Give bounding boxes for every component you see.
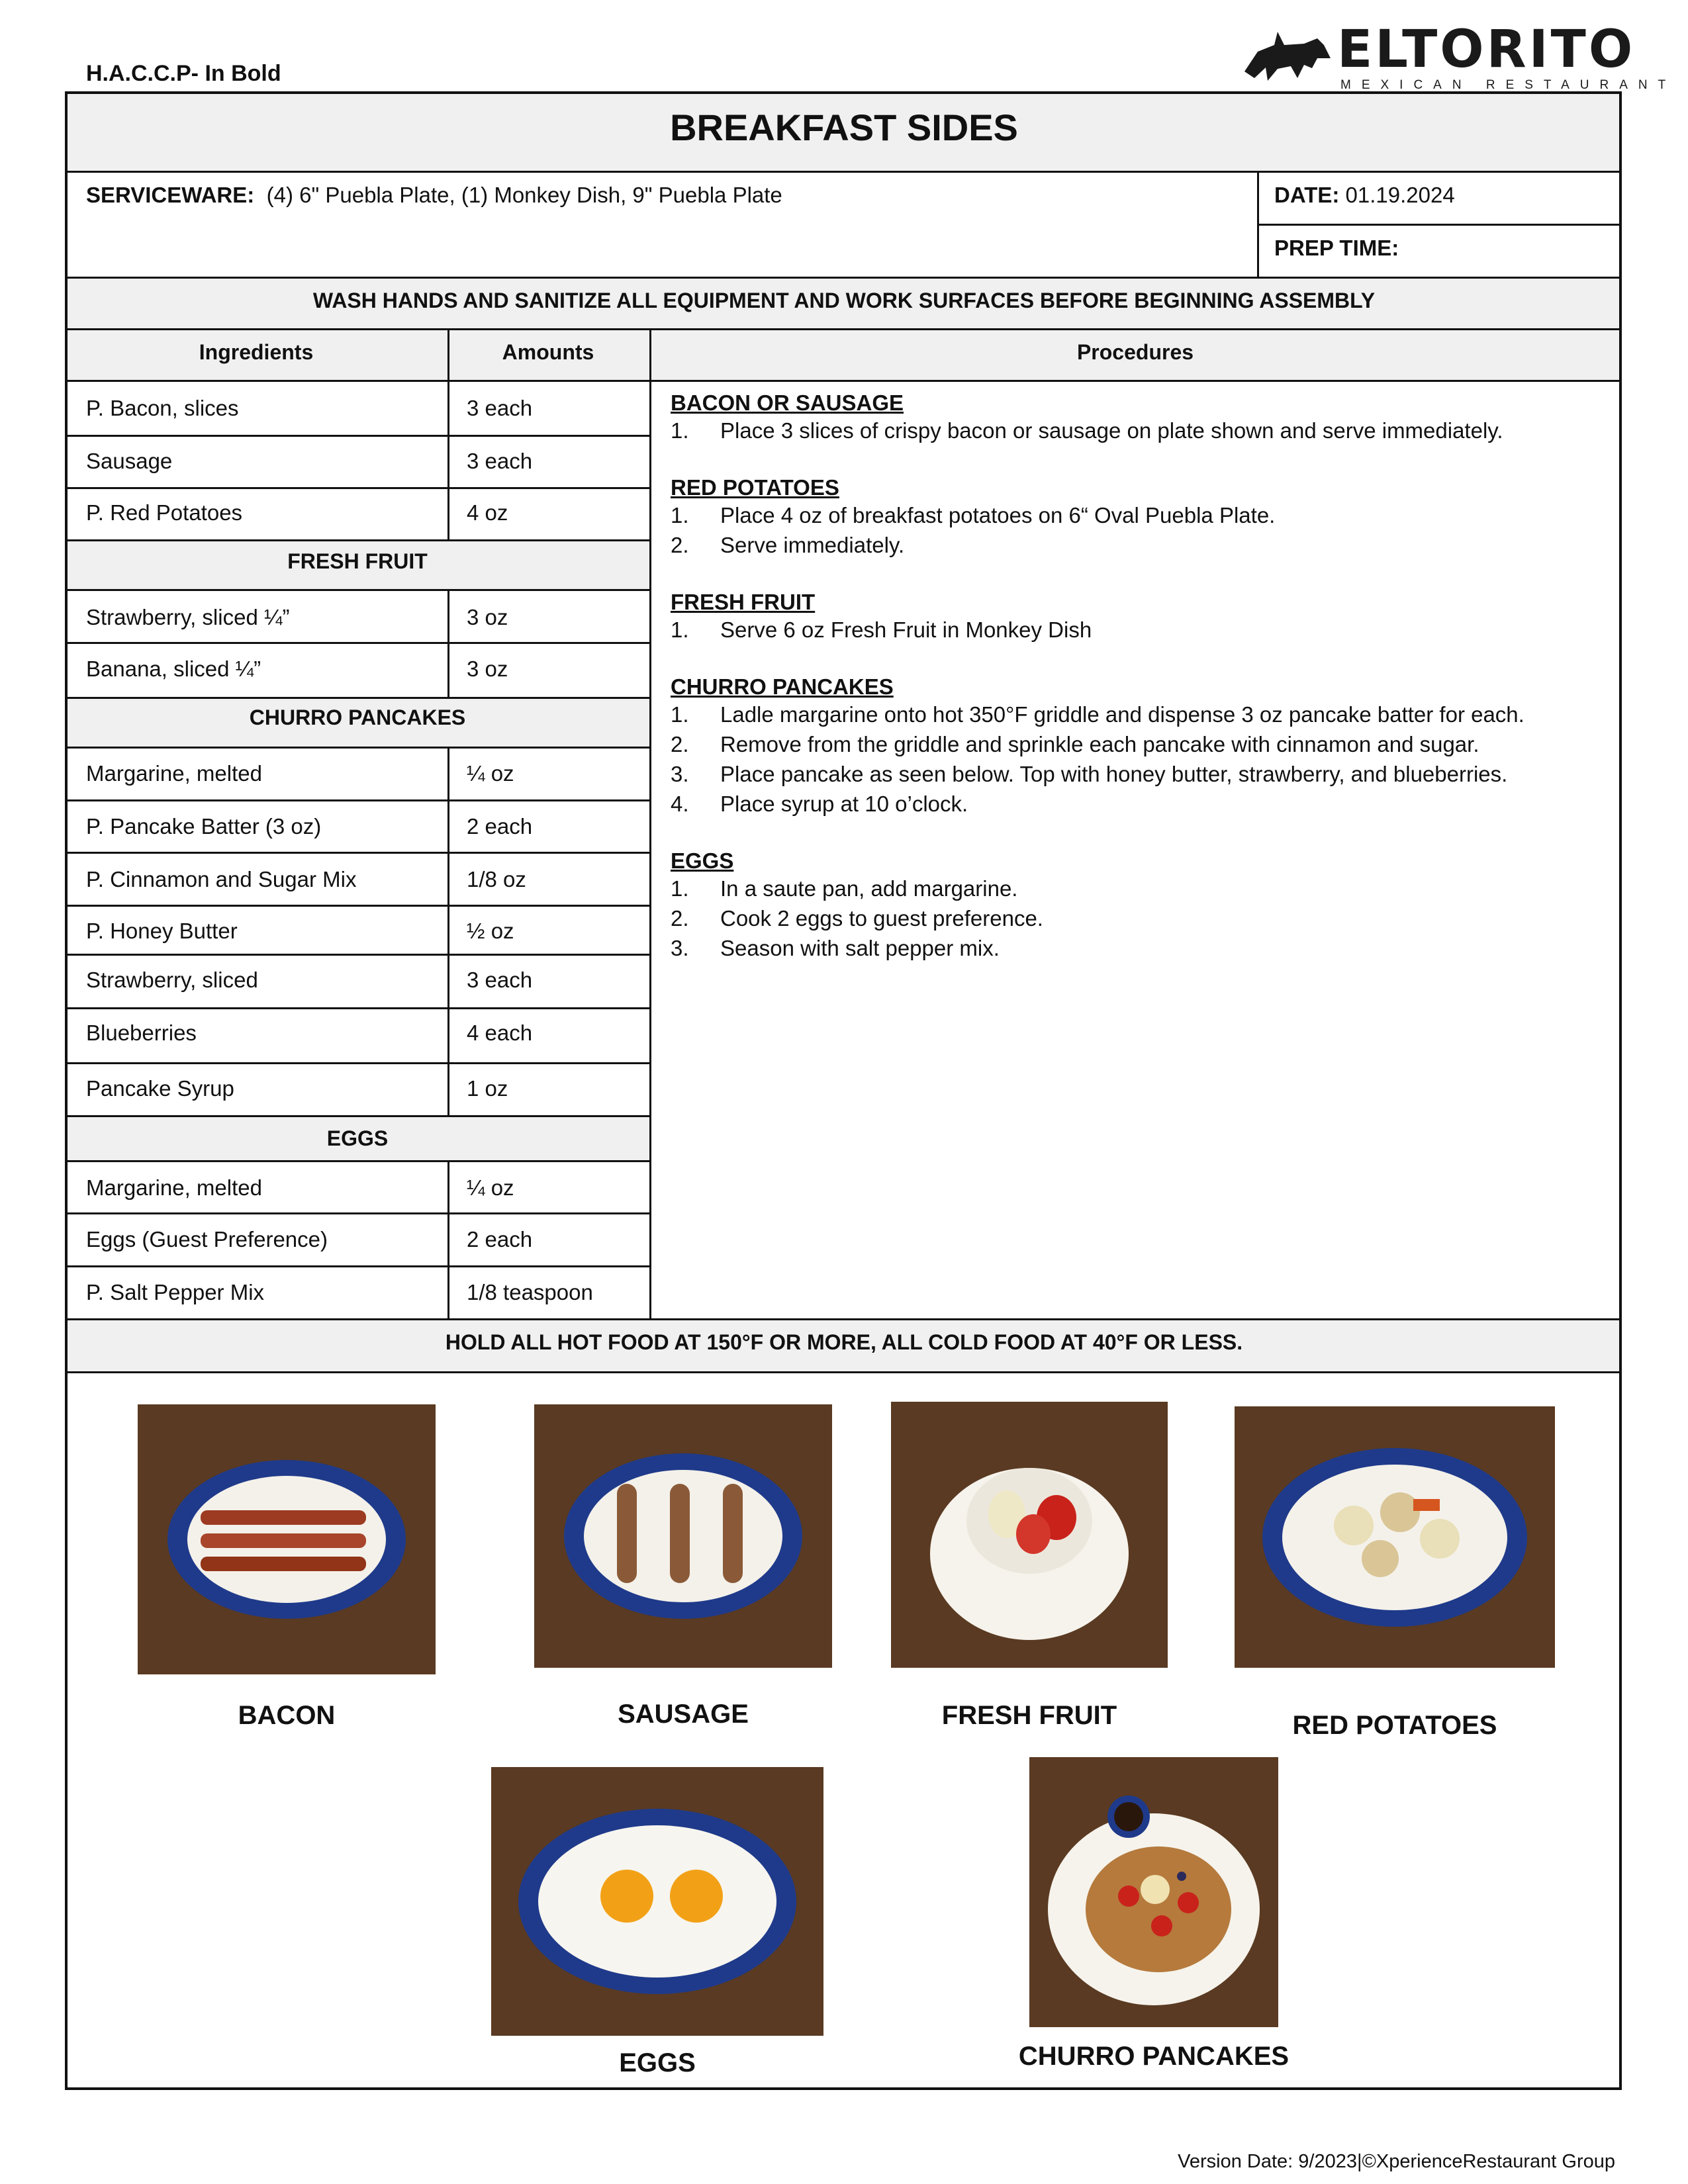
ingredient-name: P. Salt Pepper Mix (86, 1280, 265, 1304)
ingredient-amount: 1/8 oz (467, 867, 526, 891)
amounts-header: Amounts (502, 340, 594, 364)
bull-icon (1238, 25, 1337, 85)
serviceware-row (86, 183, 782, 208)
churro-pancakes-caption: CHURRO PANCAKES (1018, 2042, 1289, 2071)
procedure-heading: CHURRO PANCAKES (671, 674, 894, 699)
ingredient-name: Strawberry, sliced ¼” (86, 605, 290, 629)
red-potatoes-caption: RED POTATOES (1292, 1711, 1497, 1740)
ingredient-amount: 3 each (467, 449, 533, 473)
ingredient-amount: 3 oz (467, 605, 508, 629)
ingredient-amount: 3 each (467, 968, 533, 992)
page-title: BREAKFAST SIDES (670, 107, 1018, 148)
sausage-photo (534, 1404, 832, 1668)
ingredient-name: Blueberries (86, 1021, 197, 1045)
procedure-step: 1. Place 4 oz of breakfast potatoes on 6“ Oval Puebla Plate. (671, 503, 1276, 527)
procedures-header: Procedures (1076, 340, 1194, 364)
serviceware-label: SERVICEWARE: (86, 183, 255, 207)
ingredient-amount: 3 oz (467, 657, 508, 681)
procedure-step: 3. Season with salt pepper mix. (671, 936, 1000, 960)
eggs-photo (491, 1767, 823, 2036)
date-row (1274, 183, 1455, 208)
ingredient-amount: 4 oz (467, 500, 508, 525)
ingredient-name: Margarine, melted (86, 1175, 262, 1200)
ingredient-amount: 4 each (467, 1021, 533, 1045)
prep-time-label: PREP TIME: (1274, 236, 1399, 260)
procedure-heading: RED POTATOES (671, 475, 839, 500)
ingredient-amount: ½ oz (467, 919, 514, 943)
date-value: 01.19.2024 (1345, 183, 1455, 207)
procedure-step: 2. Cook 2 eggs to guest preference. (671, 906, 1043, 931)
wash-notice: WASH HANDS AND SANITIZE ALL EQUIPMENT AND WORK SURFACES BEFORE BEGINNING ASSEMBLY (312, 289, 1376, 312)
ingredient-name: P. Cinnamon and Sugar Mix (86, 867, 357, 891)
ingredient-name: Sausage (86, 449, 173, 473)
ingredient-amount: 2 each (467, 1227, 533, 1251)
ingredient-name: Strawberry, sliced (86, 968, 258, 992)
el-torito-logo (1238, 20, 1677, 92)
red-potatoes-photo (1235, 1406, 1555, 1668)
brand-subtitle: MEXICAN RESTAURANT (1340, 78, 1677, 92)
ingredient-amount: 2 each (467, 814, 533, 839)
procedure-section (671, 674, 1611, 819)
procedure-step: 1. Serve 6 oz Fresh Fruit in Monkey Dish (671, 617, 1092, 642)
serviceware-value: (4) 6" Puebla Plate, (1) Monkey Dish, 9" Puebla Plate (266, 183, 782, 207)
ingredient-name: Banana, sliced ¼” (86, 657, 261, 681)
prep-time-row (1274, 236, 1399, 261)
procedure-step: 1. Place 3 slices of crispy bacon or sausage on plate shown and serve immediately. (671, 418, 1503, 443)
ingredient-name: Pancake Syrup (86, 1076, 234, 1101)
procedure-section (671, 390, 1611, 445)
procedure-step: 2. Serve immediately. (671, 533, 905, 557)
ingredient-amount: 1 oz (467, 1076, 508, 1101)
version-footer: Version Date: 9/2023|©XperienceRestaurant Group (1178, 2151, 1615, 2172)
procedure-section (671, 590, 1611, 645)
procedure-step: 3. Place pancake as seen below. Top with honey butter, strawberry, and blueberries. (671, 762, 1508, 786)
procedure-heading: BACON OR SAUSAGE (671, 390, 904, 415)
ingredient-name: P. Red Potatoes (86, 500, 243, 525)
ingredient-amount: 1/8 teaspoon (467, 1280, 593, 1304)
ingredient-name: Margarine, melted (86, 761, 262, 786)
hold-notice: HOLD ALL HOT FOOD AT 150°F OR MORE, ALL COLD FOOD AT 40°F OR LESS. (445, 1330, 1243, 1354)
procedure-heading: FRESH FRUIT (671, 590, 816, 614)
ingredient-name: P. Bacon, slices (86, 396, 239, 420)
bacon-photo (138, 1404, 436, 1674)
procedure-step: 4. Place syrup at 10 o’clock. (671, 792, 968, 816)
eggs-caption: EGGS (619, 2048, 696, 2077)
procedure-section (671, 475, 1611, 560)
haccp-note: H.A.C.C.P- In Bold (86, 61, 281, 86)
procedure-step: 1. Ladle margarine onto hot 350°F griddle and dispense 3 oz pancake batter for each. (671, 702, 1524, 727)
procedure-step: 2. Remove from the griddle and sprinkle each pancake with cinnamon and sugar. (671, 732, 1479, 756)
sausage-caption: SAUSAGE (618, 1700, 749, 1729)
ingredient-section-header: FRESH FRUIT (287, 549, 428, 573)
ingredient-name: P. Honey Butter (86, 919, 238, 943)
procedure-step: 1. In a saute pan, add margarine. (671, 876, 1018, 901)
ingredient-name: P. Pancake Batter (3 oz) (86, 814, 322, 839)
ingredients-header: Ingredients (199, 340, 314, 364)
date-label: DATE: (1274, 183, 1340, 207)
procedures-list (671, 390, 1611, 963)
brand-name: ELTORITO (1337, 20, 1636, 79)
ingredient-name: Eggs (Guest Preference) (86, 1227, 328, 1251)
ingredient-section-header: EGGS (326, 1126, 389, 1150)
ingredient-amount: ¼ oz (467, 1175, 514, 1200)
churro-pancakes-photo (1029, 1757, 1278, 2027)
ingredient-amount: 3 each (467, 396, 533, 420)
procedure-heading: EGGS (671, 848, 734, 873)
procedure-section (671, 848, 1611, 963)
bacon-caption: BACON (238, 1701, 336, 1730)
fresh-fruit-caption: FRESH FRUIT (941, 1701, 1117, 1730)
ingredient-section-header: CHURRO PANCAKES (249, 705, 466, 729)
ingredient-amount: ¼ oz (467, 761, 514, 786)
fresh-fruit-photo (891, 1402, 1168, 1668)
